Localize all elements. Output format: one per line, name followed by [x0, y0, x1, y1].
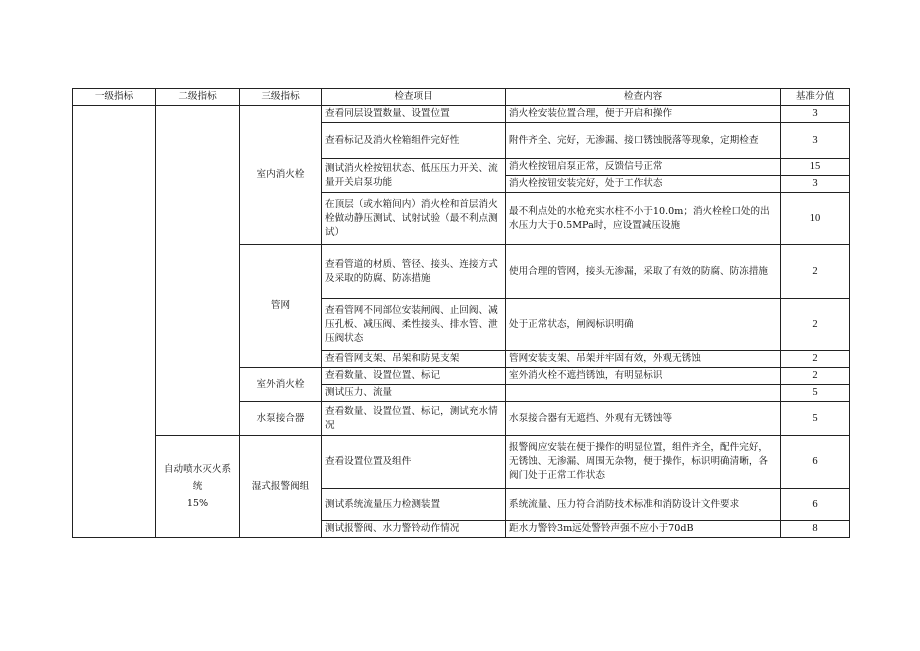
content-cell: 管网安装支架、吊架并牢固有效，外观无锈蚀: [506, 351, 781, 368]
content-cell: 室外消火栓不遮挡锈蚀，有明显标识: [506, 368, 781, 385]
item-cell: 查看数量、设置位置、标记，测试充水情况: [322, 402, 506, 436]
score-cell: 2: [781, 245, 850, 299]
group-wet-alarm-valve: 湿式报警阀组: [240, 436, 322, 538]
header-item: 检查项目: [322, 89, 506, 106]
item-cell: 查看数量、设置位置、标记: [322, 368, 506, 385]
header-score: 基准分值: [781, 89, 850, 106]
item-cell: 测试消火栓按钮状态、低压压力开关、流量开关启泵功能: [322, 159, 506, 193]
header-level1: 一级指标: [73, 89, 156, 106]
table-row: [73, 436, 850, 489]
group-pipe-network: 管网: [240, 245, 322, 368]
score-cell: 3: [781, 123, 850, 159]
content-cell: 水泵接合器有无遮挡、外观有无锈蚀等: [506, 402, 781, 436]
score-cell: 3: [781, 106, 850, 123]
score-cell: 6: [781, 489, 850, 521]
item-cell: 测试报警阀、水力警铃动作情况: [322, 521, 506, 538]
content-cell: 消火栓按钮启泵正常，反馈信号正常: [506, 159, 781, 176]
item-cell: 查看管网支架、吊架和防晃支架: [322, 351, 506, 368]
score-cell: 2: [781, 299, 850, 351]
content-cell: 距水力警铃3m远处警铃声强不应小于70dB: [506, 521, 781, 538]
score-cell: 2: [781, 368, 850, 385]
level2-sprinkler-system: [156, 436, 240, 538]
score-cell: 15: [781, 159, 850, 176]
content-cell: 消火栓安装位置合理，便于开启和操作: [506, 106, 781, 123]
header-row: [73, 89, 850, 106]
table-row: [73, 106, 850, 123]
content-cell: 报警阀应安装在便于操作的明显位置，组件齐全，配件完好，无锈蚀、无渗漏、周围无杂物，便于操作，标识明确清晰，各阀门处于正常工作状态: [506, 436, 781, 489]
item-cell: 测试压力、流量: [322, 385, 506, 402]
group-indoor-hydrant: 室内消火栓: [240, 106, 322, 245]
inspection-table: [72, 88, 850, 538]
score-cell: 2: [781, 351, 850, 368]
header-level3: 三级指标: [240, 89, 322, 106]
group-pump-adapter: 水泵接合器: [240, 402, 322, 436]
score-cell: 5: [781, 385, 850, 402]
level2-cell-hydrant: [156, 106, 240, 436]
score-cell: 6: [781, 436, 850, 489]
header-level2: 二级指标: [156, 89, 240, 106]
content-cell: 最不利点处的水枪充实水柱不小于10.0m；消火栓栓口处的出水压力大于0.5MPa时，应设置减压设施: [506, 193, 781, 245]
item-cell: 查看管道的材质、管径、接头、连接方式及采取的防腐、防冻措施: [322, 245, 506, 299]
sprinkler-system-label: 自动喷水灭火系统: [163, 464, 232, 492]
item-cell: 测试系统流量压力检测装置: [322, 489, 506, 521]
sprinkler-system-weight: 15%: [186, 498, 209, 509]
item-cell: 查看管网不同部位安装闸阀、止回阀、减压孔板、减压阀、柔性接头、排水管、泄压阀状态: [322, 299, 506, 351]
item-cell: 查看标记及消火栓箱组件完好性: [322, 123, 506, 159]
content-cell: [506, 385, 781, 402]
item-cell: 查看设置位置及组件: [322, 436, 506, 489]
item-cell: 查看同层设置数量、设置位置: [322, 106, 506, 123]
content-cell: 消火栓按钮安装完好，处于工作状态: [506, 176, 781, 193]
group-outdoor-hydrant: 室外消火栓: [240, 368, 322, 402]
score-cell: 5: [781, 402, 850, 436]
level1-cell: [73, 106, 156, 538]
item-cell: 在顶层（或水箱间内）消火栓和首层消火栓做动静压测试、试射试验（最不利点测试）: [322, 193, 506, 245]
score-cell: 10: [781, 193, 850, 245]
content-cell: 系统流量、压力符合消防技术标准和消防设计文件要求: [506, 489, 781, 521]
score-cell: 8: [781, 521, 850, 538]
score-cell: 3: [781, 176, 850, 193]
content-cell: 处于正常状态，闸阀标识明确: [506, 299, 781, 351]
header-content: 检查内容: [506, 89, 781, 106]
content-cell: 附件齐全、完好，无渗漏、接口锈蚀脱落等现象，定期检查: [506, 123, 781, 159]
content-cell: 使用合理的管网，接头无渗漏，采取了有效的防腐、防冻措施: [506, 245, 781, 299]
